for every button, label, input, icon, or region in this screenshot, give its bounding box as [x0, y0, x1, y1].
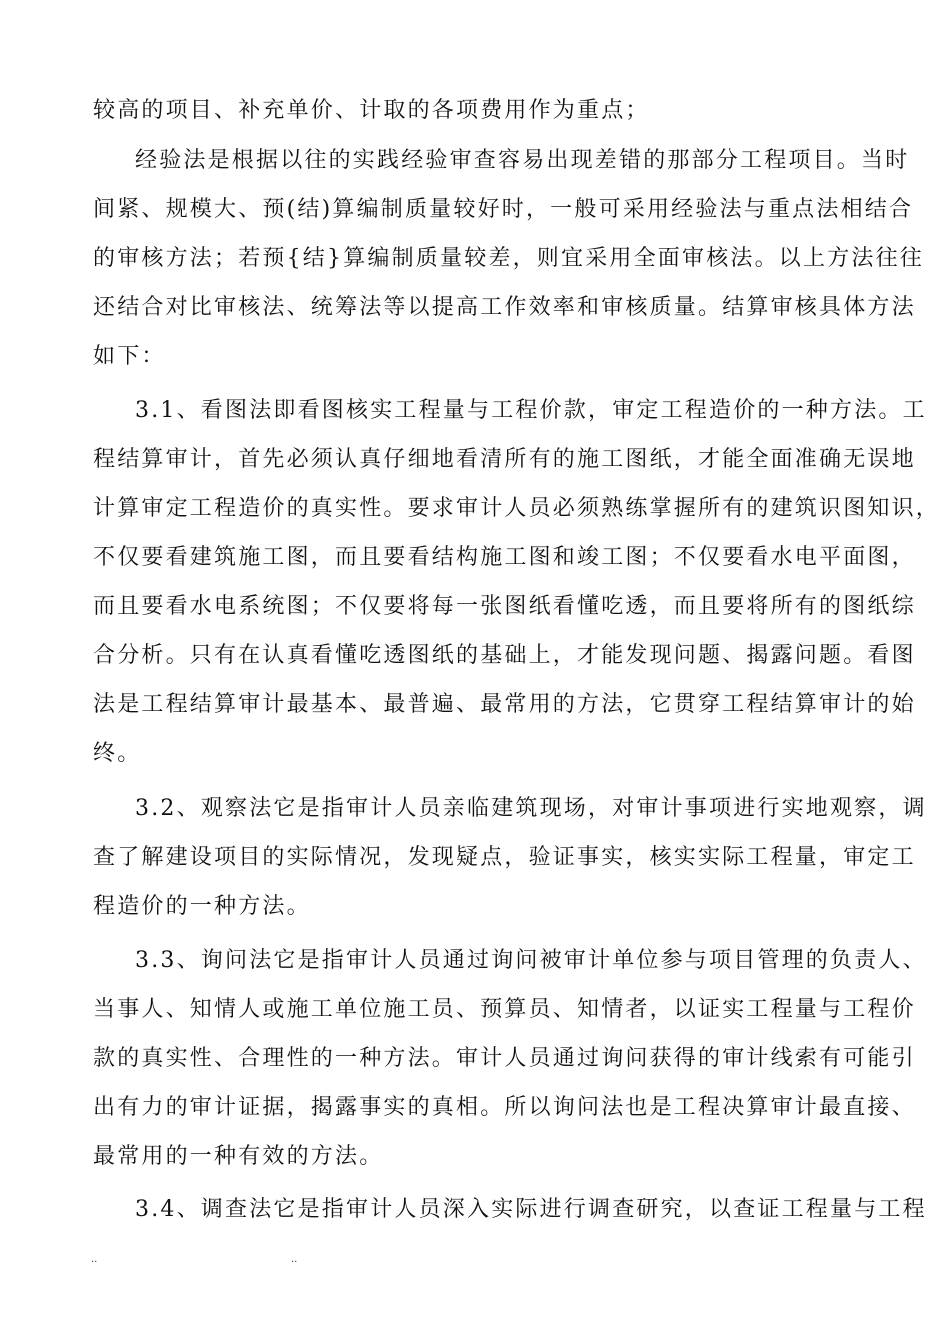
- text-line: 间紧、规模大、预(结)算编制质量较好时，一般可采用经验法与重点法相结合: [93, 197, 914, 222]
- text-line: 查了解建设项目的实际情况，发现疑点，验证事实，核实实际工程量，审定工: [93, 845, 916, 870]
- text-line: 程结算审计，首先必须认真仔细地看清所有的施工图纸，才能全面准确无误地: [93, 447, 916, 472]
- text-line: 当事人、知情人或施工单位施工员、预算员、知情者，以证实工程量与工程价: [93, 997, 916, 1022]
- text-line: 经验法是根据以往的实践经验审查容易出现差错的那部分工程项目。当时: [135, 148, 910, 173]
- text-line: 法是工程结算审计最基本、最普遍、最常用的方法，它贯穿工程结算审计的始: [93, 692, 916, 717]
- text-line: 程造价的一种方法。: [93, 894, 311, 919]
- text-line: 较高的项目、补充单价、计取的各项费用作为重点；: [93, 98, 650, 123]
- text-line: 3.3、询问法它是指审计人员通过询问被审计单位参与项目管理的负责人、: [135, 948, 927, 973]
- text-line: 最常用的一种有效的方法。: [93, 1144, 384, 1169]
- text-line: 的审核方法；若预{结}算编制质量较差，则宜采用全面审核法。以上方法往往: [93, 246, 924, 271]
- footer-mark: ..: [91, 1254, 98, 1265]
- text-line: 款的真实性、合理性的一种方法。审计人员通过询问获得的审计线索有可能引: [93, 1046, 916, 1071]
- text-line: 出有力的审计证据，揭露事实的真相。所以询问法也是工程决算审计最直接、: [93, 1095, 916, 1120]
- text-line: 3.1、看图法即看图核实工程量与工程价款，审定工程造价的一种方法。工: [135, 398, 927, 423]
- text-line: 不仅要看建筑施工图，而且要看结构施工图和竣工图；不仅要看水电平面图，: [93, 545, 916, 570]
- text-line: 3.2、观察法它是指审计人员亲临建筑现场，对审计事项进行实地观察，调: [135, 796, 927, 821]
- text-line: 如下：: [93, 344, 166, 369]
- text-line: 而且要看水电系统图；不仅要将每一张图纸看懂吃透，而且要将所有的图纸综: [93, 594, 916, 619]
- footer-mark: ..: [291, 1254, 298, 1265]
- text-line: 合分析。只有在认真看懂吃透图纸的基础上，才能发现问题、揭露问题。看图: [93, 643, 916, 668]
- text-line: 计算审定工程造价的真实性。要求审计人员必须熟练掌握所有的建筑识图知识，: [93, 496, 941, 521]
- text-line: 终。: [93, 741, 142, 766]
- text-line: 还结合对比审核法、统筹法等以提高工作效率和审核质量。结算审核具体方法: [93, 295, 916, 320]
- text-line: 3.4、调查法它是指审计人员深入实际进行调查研究，以查证工程量与工程: [135, 1197, 927, 1222]
